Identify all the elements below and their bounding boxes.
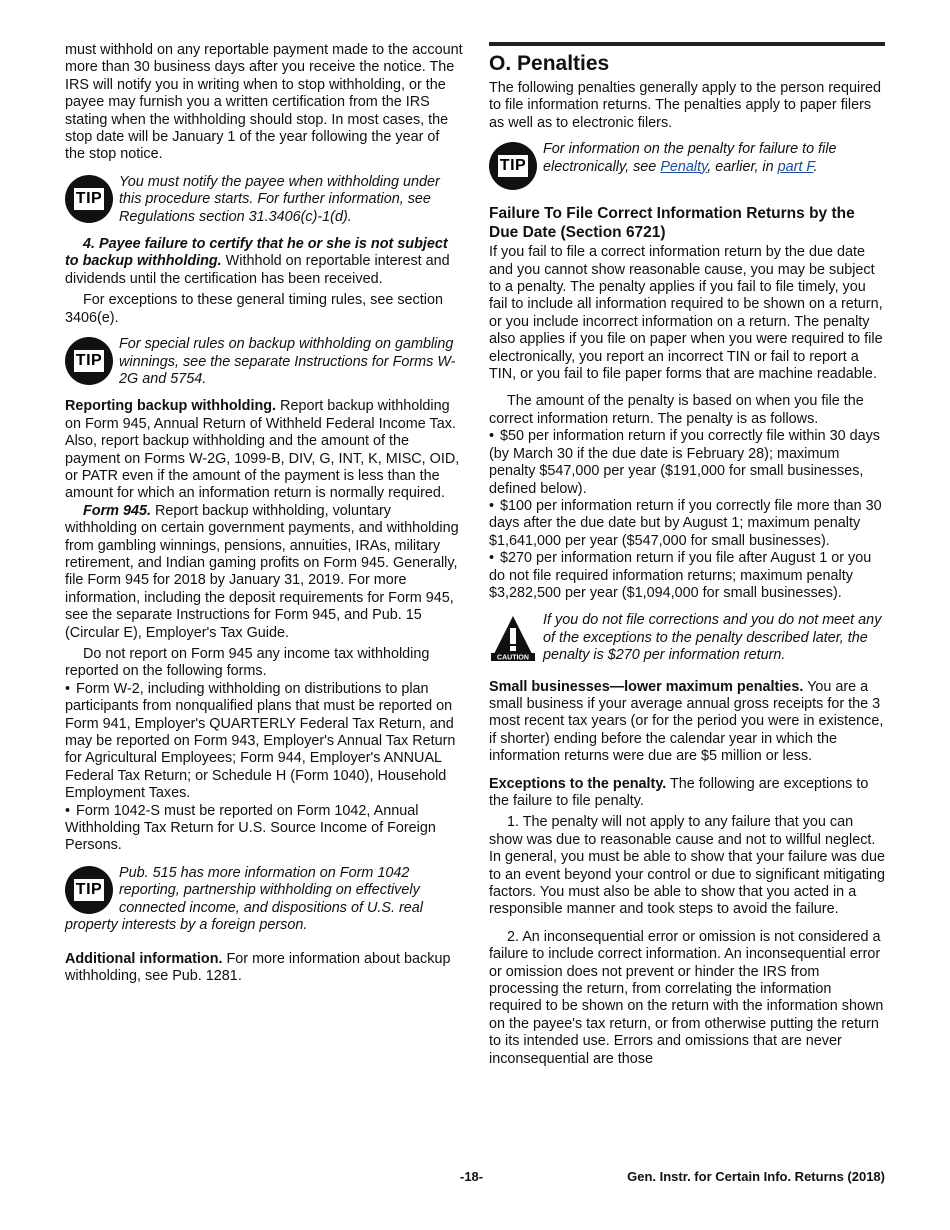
bullet-item: • Form 1042-S must be reported on Form 1042, Annual Withholding Tax Return for U.S. Source Income of Foreign Persons. xyxy=(65,802,436,854)
section-heading: Failure To File Correct Information Returns by the Due Date (Section 6721) xyxy=(489,205,855,242)
tip-box xyxy=(489,141,885,190)
reporting-paragraph: Reporting backup withholding. Report backup withholding on Form 945, Annual Return of Withheld Federal Income Tax. Also, report backup withholding and the amount of the payment on Forms W-2G, 1099-B, DIV, G, INT, K, MISC, OID, or PATR even if the amount of the payment is less than the amount for which an information return is normally required. xyxy=(65,398,460,502)
additional-info-paragraph: Additional information. For more information about backup withholding, see Pub. 1281. xyxy=(65,950,451,984)
tip-text: For special rules on backup withholding on gambling winnings, see the separate Instructions for Forms W-2G and 5754. xyxy=(119,336,456,387)
tip-icon: TIP xyxy=(489,142,537,190)
section-title: O. Penalties xyxy=(489,52,610,75)
exceptions-paragraph: For exceptions to these general timing rules, see section 3406(e). xyxy=(65,292,443,326)
section-rule xyxy=(489,42,885,46)
part-f-link[interactable]: part F xyxy=(777,158,814,175)
caution-text: If you do not file corrections and you do not meet any of the exceptions to the penalty described later, the penalty is $270 per information return. xyxy=(543,612,882,664)
form-945-paragraph: Form 945. Report backup withholding, voluntary withholding on certain government payments, and withholding from gambling winnings, pensions, annuities, IRAs, military retirement, and Indian gaming profits on Form 945. Generally, file Form 945 for 2018 by January 31, 2019. For more information, including the deposit requirements for Form 945, see the separate Instructions for Form 945, and Pub. 15 (Circular E), Employer's Tax Guide. xyxy=(65,502,459,641)
bullet-item: • Form W-2, including withholding on distributions to plan participants from nonqualified plans that must be reported on Form 941, Employer's QUARTERLY Federal Tax Return, and may be reported on Form 943, Employer's Annual Tax Return for Agricultural Employees; Form 944, Employer's ANNUAL Federal Tax Return; or Schedule H (Form 1040), Household Employment Taxes. xyxy=(65,680,456,802)
tip-text: You must notify the payee when withholding under this procedure starts. For further information, see Regulations section 31.3406(c)-1(d). xyxy=(119,173,440,225)
exception-2-paragraph: 2. An inconsequential error or omission is not considered a failure to include correct information. An inconsequential error or omission does not prevent or hinder the IRS from processing the return, from correlating the information required to be shown on the return with the information shown on the payee's tax return, or from otherwise putting the return to its intended use. Errors and omissions that are never inconsequential are those xyxy=(489,928,884,1067)
do-not-report-paragraph: Do not report on Form 945 any income tax withholding reported on the following forms. xyxy=(65,646,430,680)
tip-box xyxy=(65,174,463,226)
tip-icon: TIP xyxy=(65,337,113,385)
tip-box xyxy=(65,865,463,935)
exception-1-paragraph: 1. The penalty will not apply to any failure that you can show was due to reasonable cause and not to willful neglect. In general, you must be able to show that your failure was due to an event beyond your control or due to significant mitigating factors. You must also be able to show that you acted in a responsible manner and took steps to avoid the failure. xyxy=(489,814,885,918)
footer-title: Gen. Instr. for Certain Info. Returns (2018) xyxy=(627,1169,885,1184)
paragraph-continued: must withhold on any reportable payment made to the account more than 30 business days after you receive the notice. The IRS will notify you in writing when to stop withholding, or the payee may furnish you a written certification from the IRS stating when the withholding should stop. In most cases, the stop date will be January 1 of the year following the year of the stop notice. xyxy=(65,42,463,163)
tip-icon: TIP xyxy=(65,866,113,914)
failure-paragraph: If you fail to file a correct information return by the due date and you cannot show reasonable cause, you may be subject to a penalty. The penalty applies if you fail to file timely, you fail to include all information required to be shown on a return, or you include incorrect information on a return. The penalty also applies if you file on paper when you were required to file electronically, you report an incorrect TIN or fail to report a TIN, or you fail to file paper forms that are machine readable. xyxy=(489,244,883,383)
svg-text:CAUTION: CAUTION xyxy=(497,654,529,662)
small-business-paragraph: Small businesses—lower maximum penalties. You are a small business if your average annual gross receipts for the 3 most recent tax years (or for the period you were in existence, if shorter) ending before the calendar year in which the information returns were due are $5 million or less. xyxy=(489,678,884,765)
bullet-item: • $50 per information return if you correctly file within 30 days (by March 30 if the due date is February 28); maximum penalty $547,000 per year ($191,000 for small businesses, defined below). xyxy=(489,428,880,497)
item-4-paragraph: 4. Payee failure to certify that he or she is not subject to backup withholding. Withhold on reportable interest and dividends until the certification has been received. xyxy=(65,236,450,287)
right-column xyxy=(489,42,885,1068)
page-number: -18- xyxy=(460,1169,484,1184)
bullet-item: • $100 per information return if you correctly file more than 30 days after the due date but by August 1; maximum penalty $1,641,000 per year ($547,000 for small businesses). xyxy=(489,497,882,549)
tip-text: For information on the penalty for failure to file electronically, see Penalty, earlier, in part F. xyxy=(543,141,837,175)
bullet-item: • $270 per information return if you file after August 1 or you do not file required information returns; maximum penalty $3,282,500 per year ($1,094,000 for small businesses). xyxy=(489,550,872,601)
intro-paragraph: The following penalties generally apply to the person required to file information returns. The penalties apply to paper filers as well as to electronic filers. xyxy=(489,80,881,131)
caution-box xyxy=(489,612,885,664)
exceptions-paragraph: Exceptions to the penalty. The following are exceptions to the failure to file penalty. xyxy=(489,775,869,809)
caution-icon xyxy=(489,614,537,662)
left-column xyxy=(65,42,463,985)
tip-box xyxy=(65,336,463,388)
tip-icon: TIP xyxy=(65,175,113,223)
amount-paragraph: The amount of the penalty is based on when you file the correct information return. The penalty is as follows. xyxy=(489,393,864,427)
penalty-link[interactable]: Penalty xyxy=(660,158,708,175)
tip-text: Pub. 515 has more information on Form 1042 reporting, partnership withholding on effectively connected income, and dispositions of U.S. real property interests by a foreign person. xyxy=(65,864,423,934)
